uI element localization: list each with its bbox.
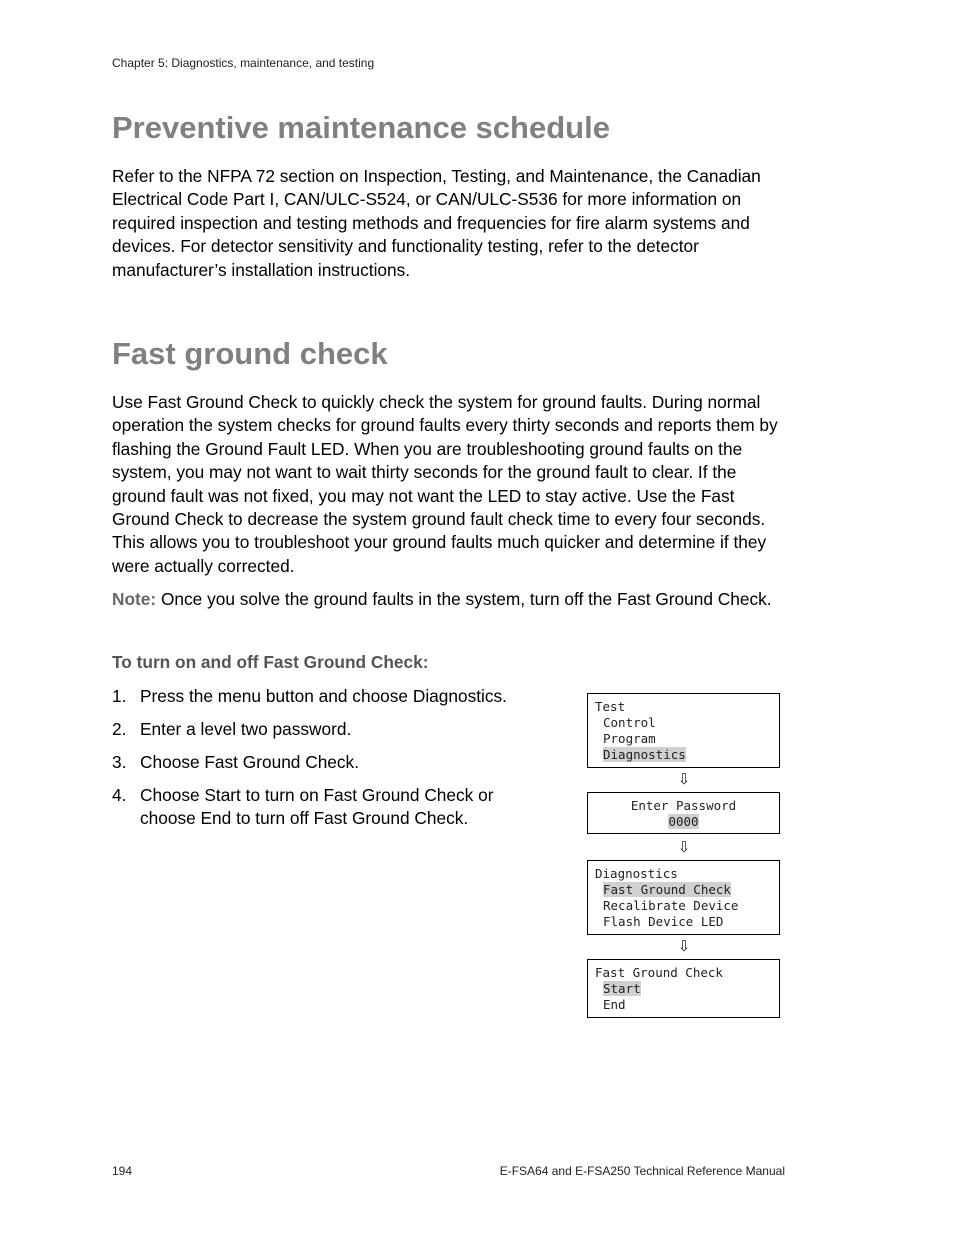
lcd-menu-item: Recalibrate Device	[603, 898, 739, 913]
lcd-password-value: 0000	[668, 814, 699, 829]
lcd-menu-item-selected: Fast Ground Check	[603, 882, 731, 897]
manual-title: E-FSA64 and E-FSA250 Technical Reference Manual	[499, 1164, 785, 1178]
section-title-preventive-maintenance: Preventive maintenance schedule	[112, 110, 610, 145]
preventive-maintenance-body: Refer to the NFPA 72 section on Inspection, Testing, and Maintenance, the Canadian Electrical Code Part I, CAN/ULC-S524, or CAN/ULC-S536 for more information on required inspection and testing methods and frequencies for fire alarm systems and devices. For detector sensitivity and functionality testing, refer to the detector manufacturer’s installation instructions.	[112, 166, 761, 280]
lcd-menu-item: Program	[603, 731, 656, 746]
lcd-menu-item: End	[603, 997, 626, 1012]
step-text: Enter a level two password.	[140, 718, 352, 739]
lcd-screen-enter-password	[587, 792, 780, 834]
page-number: 194	[112, 1164, 133, 1178]
procedure-steps	[112, 685, 542, 840]
step-item	[112, 685, 542, 708]
step-number: 4.	[112, 784, 127, 805]
step-item	[112, 718, 542, 741]
step-number: 2.	[112, 718, 127, 739]
section-title-fast-ground-check: Fast ground check	[112, 336, 388, 371]
step-text: Choose Fast Ground Check.	[140, 751, 360, 772]
lcd-screen-diagnostics-menu	[587, 860, 780, 935]
step-text: Choose Start to turn on Fast Ground Check or choose End to turn off Fast Ground Check.	[140, 784, 494, 829]
step-text: Press the menu button and choose Diagnostics.	[140, 686, 507, 706]
lcd-screen-test-menu	[587, 693, 780, 768]
lcd-screen-fast-ground-check	[587, 959, 780, 1018]
down-arrow-icon: ⇩	[677, 838, 691, 856]
fast-ground-check-body: Use Fast Ground Check to quickly check the system for ground faults. During normal operation the system checks for ground faults every thirty seconds and reports them by flashing the Ground Fault LED. When you are troubleshooting ground faults on the system, you may not want to wait thirty seconds for the ground fault to clear. If the ground fault was not fixed, you may not want the LED to stay active. Use the Fast Ground Check to decrease the system ground fault check time to every four seconds. This allows you to troubleshoot your ground faults much quicker and determine if they were actually corrected.	[112, 392, 778, 576]
note-label: Note:	[112, 589, 157, 609]
lcd-menu-item-selected: Diagnostics	[603, 747, 686, 762]
lcd-title: Fast Ground Check	[595, 965, 723, 980]
note-paragraph	[112, 588, 792, 611]
procedure-title: To turn on and off Fast Ground Check:	[112, 652, 429, 672]
note-text: Once you solve the ground faults in the system, turn off the Fast Ground Check.	[156, 589, 772, 609]
step-item	[112, 784, 542, 831]
down-arrow-icon: ⇩	[677, 937, 691, 955]
lcd-title: Test	[595, 699, 626, 714]
chapter-header: Chapter 5: Diagnostics, maintenance, and testing	[112, 56, 375, 70]
lcd-menu-item: Control	[603, 715, 656, 730]
step-item	[112, 751, 542, 774]
lcd-menu-item: Flash Device LED	[603, 914, 724, 929]
step-number: 3.	[112, 751, 127, 772]
lcd-title: Enter Password	[630, 798, 737, 813]
down-arrow-icon: ⇩	[677, 770, 691, 788]
step-number: 1.	[112, 686, 127, 706]
lcd-menu-item-selected: Start	[603, 981, 641, 996]
lcd-title: Diagnostics	[595, 866, 678, 881]
